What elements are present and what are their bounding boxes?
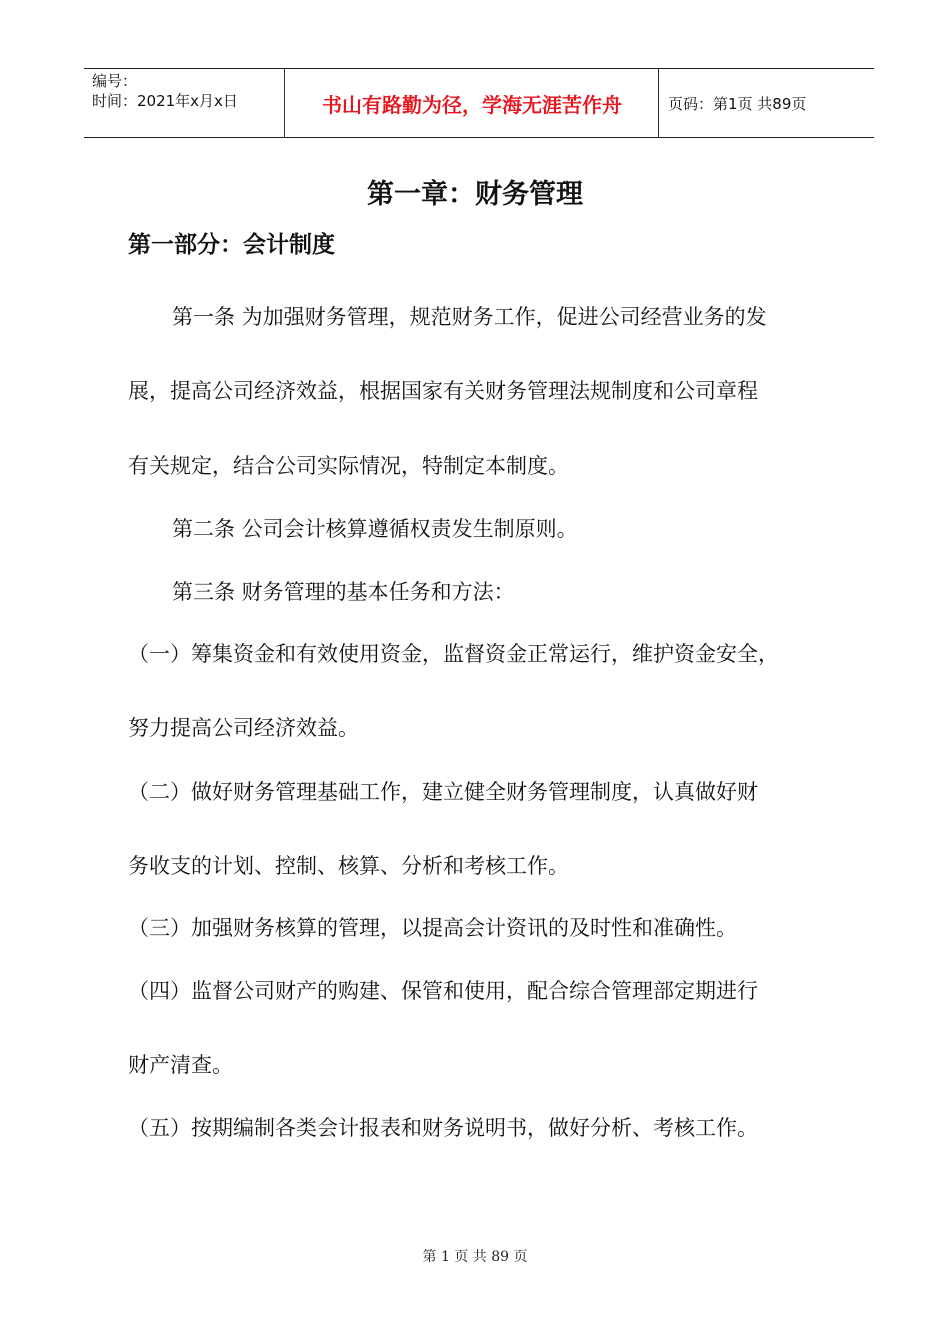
body-line: （三）加强财务核算的管理，以提高会计资讯的及时性和准确性。 — [128, 916, 737, 940]
page-header — [84, 68, 874, 138]
body-line: （五）按期编制各类会计报表和财务说明书，做好分析、考核工作。 — [128, 1116, 758, 1140]
doc-number-label: 编号： — [92, 72, 138, 90]
body-line: （四）监督公司财产的购建、保管和使用，配合综合管理部定期进行 — [128, 979, 758, 1003]
body-line: 努力提高公司经济效益。 — [128, 716, 359, 740]
header-divider — [284, 69, 285, 137]
body-line: 展，提高公司经济效益，根据国家有关财务管理法规制度和公司章程 — [128, 379, 758, 403]
body-line: 第二条 公司会计核算遵循权责发生制原则。 — [172, 517, 578, 541]
header-motto: 书山有路勤为径，学海无涯苦作舟 — [322, 92, 622, 117]
page-footer: 第 1 页 共 89 页 — [422, 1249, 528, 1265]
body-line: （一）筹集资金和有效使用资金，监督资金正常运行，维护资金安全， — [128, 642, 779, 666]
body-line: （二）做好财务管理基础工作，建立健全财务管理制度，认真做好财 — [128, 780, 758, 804]
body-line: 第一条 为加强财务管理，规范财务工作，促进公司经营业务的发 — [172, 305, 767, 329]
header-meta — [92, 71, 284, 111]
header-page-number: 页码：第1页 共89页 — [668, 94, 807, 113]
header-divider — [658, 69, 659, 137]
chapter-title: 第一章：财务管理 — [367, 179, 583, 210]
doc-time-label: 时间：2021年x月x日 — [92, 92, 238, 110]
body-line: 财产清查。 — [128, 1053, 233, 1077]
body-line: 第三条 财务管理的基本任务和方法： — [172, 580, 515, 604]
body-line: 务收支的计划、控制、核算、分析和考核工作。 — [128, 854, 569, 878]
part-title: 第一部分：会计制度 — [128, 232, 335, 258]
body-line: 有关规定，结合公司实际情况，特制定本制度。 — [128, 454, 569, 478]
